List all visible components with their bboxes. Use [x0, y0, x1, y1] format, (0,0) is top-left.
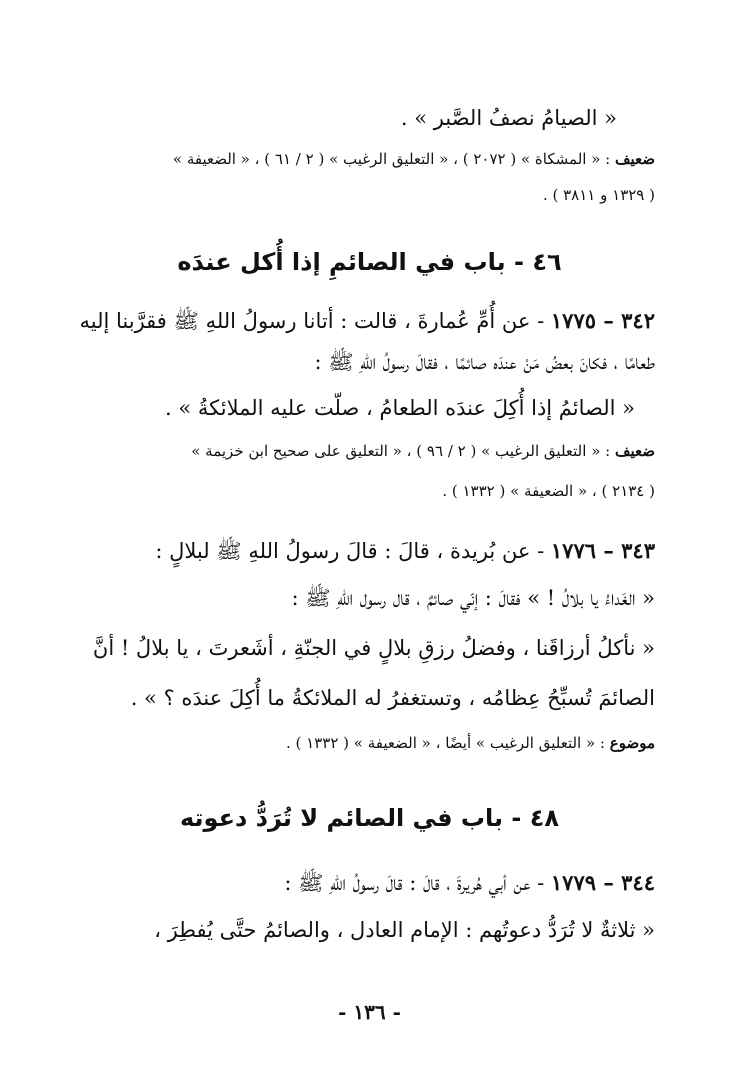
hadith-344-text-2: « ثلاثةٌ لا تُرَدُّ دعوتُهم : الإمام العادل ، والصائمُ حتَّى يُفطِرَ ،	[154, 918, 655, 942]
grade-label: موضوع	[609, 734, 655, 752]
hadith-344-number: ٣٤٤ – ١٧٧٩	[550, 870, 655, 895]
hadith-344-line-1	[80, 872, 655, 894]
hadith-342-text-2: طعامًا ، فكانَ بعضُ مَنْ عندَه صائمًا ، فقالَ رسولُ اللهِ ﷺ :	[314, 350, 655, 374]
ref-343-line-1	[80, 736, 655, 751]
chapter-48-title: ٤٨ - باب في الصائم لا تُرَدُّ دعوته	[179, 804, 560, 832]
hadith-342-text-1: - عن أُمِّ عُمارةَ ، قالت : أتانا رسولُ اللهِ ﷺ فقرَّبنا إليه	[79, 309, 551, 333]
chapter-46-title: ٤٦ - باب في الصائمِ إذا أُكل عندَه	[177, 248, 562, 276]
hadith-341-line: « الصيامُ نصفُ الصَّبر » .	[400, 106, 617, 130]
hadith-342-line-3	[80, 398, 635, 419]
hadith-342-number: ٣٤٢ – ١٧٧٥	[550, 308, 655, 333]
hadith-343-text-3: « نأكلُ أرزاقَنا ، وفضلُ رزقِ بلالٍ في الجنّةِ ، أشَعرتَ ، يا بلالُ ! أنَّ	[92, 636, 655, 660]
hadith-342-text-3: « الصائمُ إذا أُكِلَ عندَه الطعامُ ، صلّت عليه الملائكةُ » .	[165, 396, 635, 420]
ref-342-sources-cont: ( ٢١٣٤ ) ، « الضعيفة » ( ١٣٣٢ ) .	[442, 482, 655, 500]
hadith-343-line-1	[80, 540, 655, 562]
chapter-48-heading	[0, 806, 739, 830]
hadith-344-text-1: - عن أبي هُريرةَ ، قالَ : قالَ رسولُ اللهِ ﷺ :	[284, 871, 551, 895]
page-number: - ١٣٦ -	[338, 1000, 401, 1024]
ref-341-line-1	[80, 152, 655, 167]
hadith-342-line-1	[80, 310, 655, 332]
hadith-343-line-4	[80, 688, 655, 709]
grade-label: ضعيف	[614, 150, 655, 168]
ref-342-line-2	[80, 484, 655, 499]
chapter-46-heading	[0, 250, 739, 274]
hadith-343-text-2: « الغَداءُ يا بلالُ ! » فقالَ : إنّي صائمٌ ، قال رسول اللهِ ﷺ :	[291, 586, 655, 610]
hadith-341-text	[80, 108, 617, 129]
ref-342-sources: : « التعليق الرغيب » ( ٢ / ٩٦ ) ، « التعليق على صحيح ابن خزيمة »	[191, 442, 615, 460]
hadith-343-line-3	[80, 638, 655, 659]
ref-341-line-2	[80, 188, 655, 203]
grade-label: ضعيف	[614, 442, 655, 460]
ref-341-sources: : « المشكاة » ( ٢٠٧٢ ) ، « التعليق الرغيب » ( ٢ / ٦١ ) ، « الضعيفة »	[172, 150, 615, 168]
hadith-343-line-2	[80, 588, 655, 609]
ref-341-sources-cont: ( ١٣٢٩ و ٣٨١١ ) .	[542, 186, 655, 204]
hadith-342-line-2	[80, 352, 655, 373]
ref-343-sources: : « التعليق الرغيب » أيضًا ، « الضعيفة » ( ١٣٣٢ ) .	[286, 734, 610, 752]
hadith-343-text-4: الصائمَ تُسبِّحُ عِظامُه ، وتستغفرُ له الملائكةُ ما أُكِلَ عندَه ؟ » .	[130, 686, 655, 710]
ref-342-line-1	[80, 444, 655, 459]
hadith-343-number: ٣٤٣ – ١٧٧٦	[550, 538, 655, 563]
hadith-344-line-2	[80, 920, 655, 941]
hadith-343-text-1: - عن بُريدة ، قالَ : قالَ رسولُ اللهِ ﷺ لبلالٍ :	[155, 539, 551, 563]
